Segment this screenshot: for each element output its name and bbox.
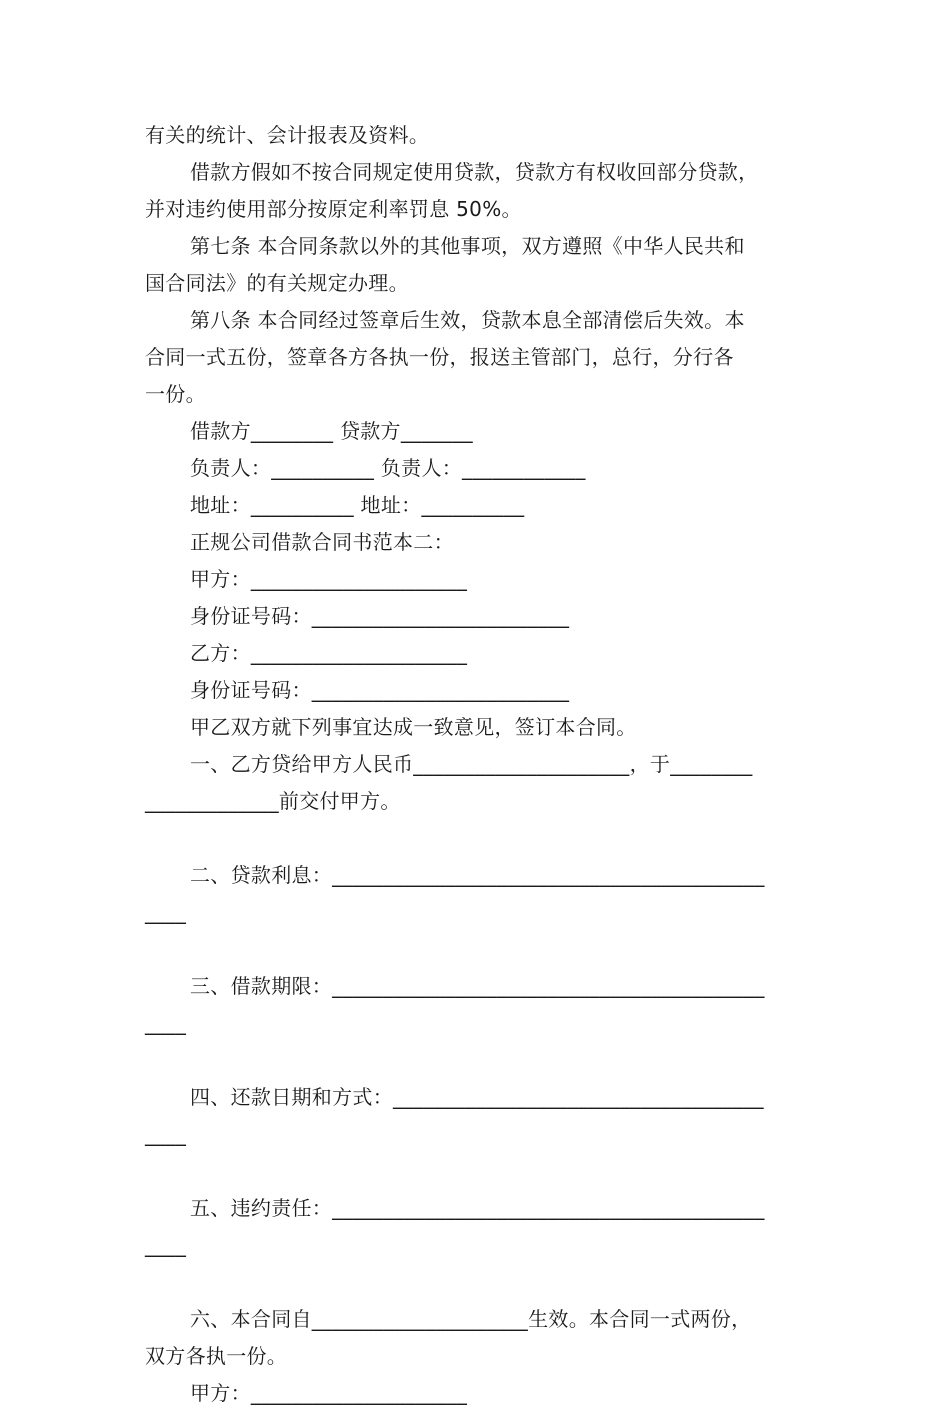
text-line: 四、还款日期和方式：____________________________________ (190, 1085, 764, 1109)
text-line: ____ (145, 900, 187, 924)
paragraph-gap (145, 1153, 810, 1190)
text-line: 身份证号码：_________________________ (190, 604, 570, 628)
text-line: 正规公司借款合同书范本二： (190, 530, 454, 554)
paragraph-gap (145, 820, 810, 857)
document-body (145, 117, 810, 1412)
text-line: 有关的统计、会计报表及资料。 (145, 123, 430, 147)
text-line: 借款方假如不按合同规定使用贷款，贷款方有权收回部分贷款， (190, 160, 759, 184)
text-line: 甲方：_____________________ (190, 567, 468, 591)
text-line: 国合同法》的有关规定办理。 (145, 271, 409, 295)
text-line: 甲乙双方就下列事宜达成一致意见，签订本合同。 (190, 715, 637, 739)
text-line: 甲方：_____________________ (190, 1381, 468, 1405)
text-line: ____ (145, 1233, 187, 1257)
text-line: 乙方：_____________________ (190, 641, 468, 665)
text-line: 三、借款期限：__________________________________________ (190, 974, 765, 998)
text-line: 合同一式五份，签章各方各执一份，报送主管部门，总行，分行各 (145, 345, 734, 369)
text-line: 负责人：__________ 负责人：____________ (190, 456, 586, 480)
text-line: 一份。 (145, 382, 206, 406)
paragraph-gap (145, 931, 810, 968)
text-line: 地址：__________ 地址：__________ (190, 493, 525, 517)
text-line: 并对违约使用部分按原定利率罚息 50%。 (145, 197, 522, 221)
text-line: 五、违约责任：__________________________________________ (190, 1196, 765, 1220)
text-line: 双方各执一份。 (145, 1344, 288, 1368)
text-line: _____________前交付甲方。 (145, 789, 401, 813)
text-line: 一、乙方贷给甲方人民币_____________________，于________ (190, 752, 753, 776)
text-line: ____ (145, 1122, 187, 1146)
paragraph-gap (145, 1264, 810, 1301)
text-line: 六、本合同自_____________________生效。本合同一式两份， (190, 1307, 752, 1331)
paragraph-gap (145, 1042, 810, 1079)
text-line: ____ (145, 1011, 187, 1035)
text-line: 借款方________ 贷款方_______ (190, 419, 473, 443)
text-line: 第八条 本合同经过签章后生效，贷款本息全部清偿后失效。本 (190, 308, 745, 332)
text-line: 身份证号码：_________________________ (190, 678, 570, 702)
text-line: 第七条 本合同条款以外的其他事项，双方遵照《中华人民共和 (190, 234, 745, 258)
text-line: 二、贷款利息：__________________________________________ (190, 863, 765, 887)
